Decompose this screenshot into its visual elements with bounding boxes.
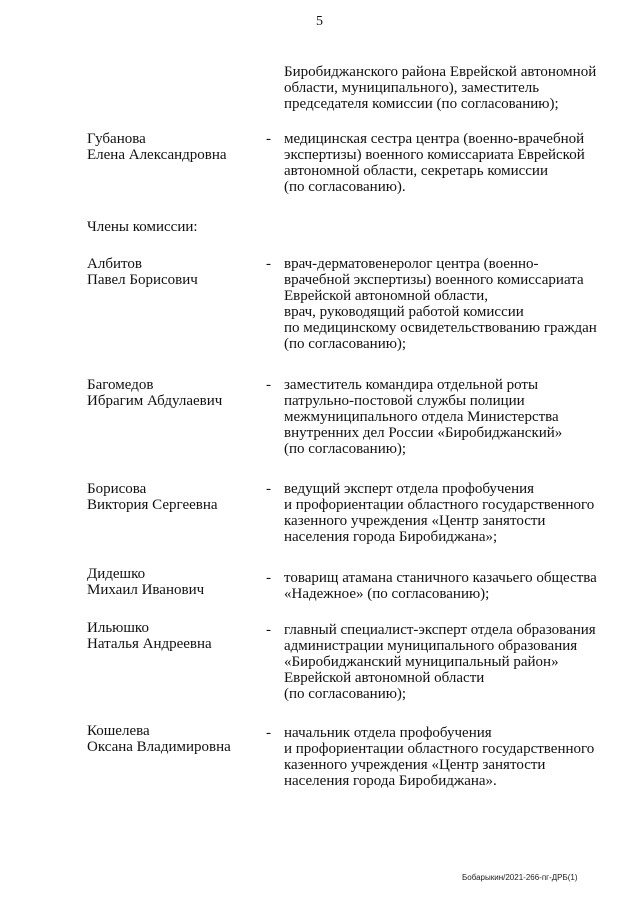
desc-line: (по согласованию);	[284, 686, 407, 702]
secretary-description	[266, 131, 600, 195]
secretary-name	[87, 131, 267, 163]
desc-line: администрации муниципального образования	[284, 638, 578, 654]
member-description	[266, 570, 600, 602]
desc-line: и профориентации областного государственного	[284, 741, 595, 757]
desc-line: врачебной экспертизы) военного комиссариата	[284, 272, 584, 288]
dash: -	[266, 131, 271, 147]
surname: Кошелева	[87, 723, 150, 739]
member-name	[87, 566, 267, 598]
surname: Багомедов	[87, 377, 154, 393]
desc-line: экспертизы) военного комиссариата Еврейской	[284, 147, 585, 163]
intro-line: Биробиджанского района Еврейской автономной	[284, 64, 597, 80]
surname: Ильюшко	[87, 620, 149, 636]
intro-text	[284, 64, 600, 112]
desc-line: товарищ атамана станичного казачьего общества	[284, 570, 597, 586]
desc-line: «Надежное» (по согласованию);	[284, 586, 490, 602]
surname: Губанова	[87, 131, 146, 147]
member-description	[266, 481, 600, 545]
member-name	[87, 481, 267, 513]
page-number: 5	[316, 14, 323, 29]
desc-line: (по согласованию);	[284, 441, 407, 457]
member-description	[266, 622, 600, 702]
dash: -	[266, 377, 271, 393]
desc-line: врач-дерматовенеролог центра (военно-	[284, 256, 539, 272]
desc-line: внутренних дел России «Биробиджанский»	[284, 425, 563, 441]
desc-line: Еврейской автономной области	[284, 670, 485, 686]
dash: -	[266, 256, 271, 272]
member-description	[266, 377, 600, 457]
surname: Дидешко	[87, 566, 146, 582]
document-footer-code: Бобарыкин/2021-266-пг-ДРБ(1)	[462, 873, 578, 882]
desc-line: Еврейской автономной области,	[284, 288, 489, 304]
given-names: Наталья Андреевна	[87, 636, 212, 652]
given-names: Виктория Сергеевна	[87, 497, 218, 513]
dash: -	[266, 570, 271, 586]
desc-line: межмуниципального отдела Министерства	[284, 409, 559, 425]
given-names: Ибрагим Абдулаевич	[87, 393, 223, 409]
member-description	[266, 725, 600, 789]
desc-line: казенного учреждения «Центр занятости	[284, 757, 546, 773]
desc-line: ведущий эксперт отдела профобучения	[284, 481, 535, 497]
members-heading: Члены комиссии:	[87, 219, 198, 235]
dash: -	[266, 481, 271, 497]
desc-line: по медицинскому освидетельствованию граждан	[284, 320, 597, 336]
desc-line: главный специалист-эксперт отдела образования	[284, 622, 596, 638]
member-name	[87, 723, 267, 755]
intro-line: председателя комиссии (по согласованию);	[284, 96, 559, 112]
member-description	[266, 256, 600, 352]
given-names: Оксана Владимировна	[87, 739, 231, 755]
desc-line: начальник отдела профобучения	[284, 725, 492, 741]
desc-line: патрульно-постовой службы полиции	[284, 393, 525, 409]
desc-line: врач, руководящий работой комиссии	[284, 304, 524, 320]
dash: -	[266, 725, 271, 741]
desc-line: медицинская сестра центра (военно-врачебной	[284, 131, 585, 147]
dash: -	[266, 622, 271, 638]
surname: Албитов	[87, 256, 142, 272]
desc-line: автономной области, секретарь комиссии	[284, 163, 548, 179]
given-names: Михаил Иванович	[87, 582, 205, 598]
desc-line: казенного учреждения «Центр занятости	[284, 513, 546, 529]
member-name	[87, 377, 267, 409]
surname: Борисова	[87, 481, 147, 497]
desc-line: «Биробиджанский муниципальный район»	[284, 654, 559, 670]
given-names: Павел Борисович	[87, 272, 198, 288]
desc-line: (по согласованию).	[284, 179, 406, 195]
given-names: Елена Александровна	[87, 147, 227, 163]
desc-line: и профориентации областного государственного	[284, 497, 595, 513]
desc-line: (по согласованию);	[284, 336, 407, 352]
member-name	[87, 256, 267, 288]
member-name	[87, 620, 267, 652]
desc-line: населения города Биробиджана»;	[284, 529, 498, 545]
intro-line: области, муниципального), заместитель	[284, 80, 540, 96]
desc-line: заместитель командира отдельной роты	[284, 377, 539, 393]
desc-line: населения города Биробиджана».	[284, 773, 497, 789]
